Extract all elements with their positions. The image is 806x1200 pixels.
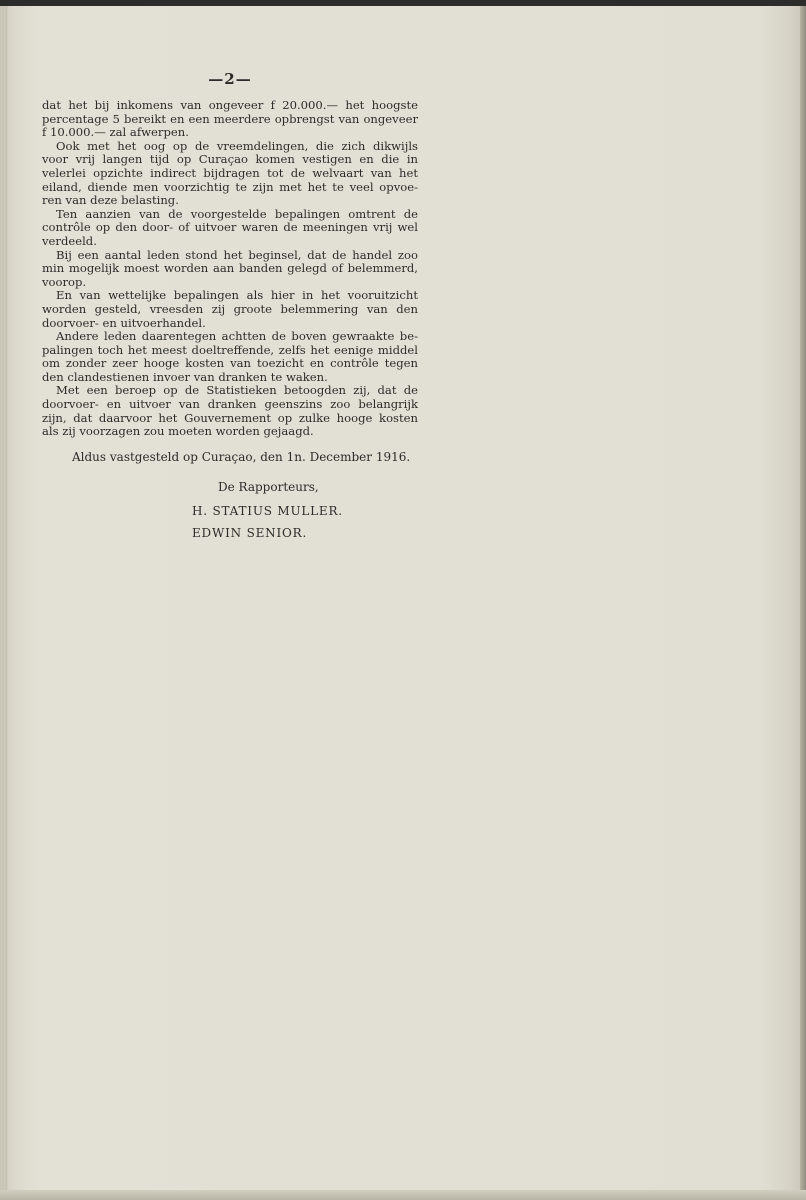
text-line: velerlei opzichte indirect bijdragen tot de welvaart van het bbox=[42, 165, 418, 180]
text-line: eiland, diende men voorzichtig te zijn met het te veel opvoe- bbox=[42, 179, 418, 194]
paragraph-5 bbox=[42, 289, 418, 330]
paragraph-6 bbox=[42, 330, 418, 384]
text-line: dat het bij inkomens van ongeveer f 20.000.— het hoogste bbox=[42, 98, 418, 112]
text-line: palingen toch het meest doeltreffende, zelfs het eenige middel bbox=[42, 342, 418, 357]
text-line: verdeeld. bbox=[42, 233, 97, 248]
text-line: doorvoer- en uitvoer van dranken geenszins zoo belangrijk bbox=[42, 397, 418, 412]
page-bottom-edge bbox=[0, 1190, 806, 1200]
text-line: Met een beroep op de Statistieken betoogden zij, dat de bbox=[56, 383, 418, 398]
text-line: doorvoer- en uitvoerhandel. bbox=[42, 315, 206, 330]
signer-name: EDWIN SENIOR. bbox=[192, 526, 308, 540]
rapporteurs-label: De Rapporteurs, bbox=[218, 480, 319, 494]
text-line: min mogelijk moest worden aan banden gelegd of belemmerd, bbox=[42, 261, 418, 276]
paragraph-1 bbox=[42, 99, 418, 140]
text-line: als zij voorzagen zou moeten worden gejaagd. bbox=[42, 424, 314, 439]
text-line: Ook met het oog op de vreemdelingen, die zich dikwijls bbox=[56, 138, 418, 153]
text-line: Ten aanzien van de voorgestelde bepalingen omtrent de bbox=[56, 206, 418, 221]
text-line: Bij een aantal leden stond het beginsel, dat de handel zoo bbox=[56, 247, 418, 262]
text-line: Andere leden daarentegen achtten de boven gewraakte be- bbox=[56, 329, 418, 344]
body-text bbox=[42, 99, 418, 439]
page-top-edge bbox=[0, 0, 806, 6]
text-line: zijn, dat daarvoor het Gouvernement op zulke hooge kosten bbox=[42, 410, 418, 425]
text-line: contrôle op den door- of uitvoer waren de meeningen vrij wel bbox=[42, 220, 418, 235]
page-number: —2— bbox=[208, 70, 252, 88]
paragraph-2 bbox=[42, 140, 418, 208]
signer-name: H. STATIUS MULLER. bbox=[192, 504, 343, 518]
text-line: ren van deze belasting. bbox=[42, 193, 179, 208]
text-line: om zonder zeer hooge kosten van toezicht en contrôle tegen bbox=[42, 356, 418, 371]
paragraph-4 bbox=[42, 249, 418, 290]
text-line: worden gesteld, vreesden zij groote belemmering van den bbox=[42, 301, 418, 316]
paragraph-7 bbox=[42, 384, 418, 438]
paragraph-3 bbox=[42, 208, 418, 249]
text-line: voor vrij langen tijd op Curaçao komen vestigen en die in bbox=[42, 152, 418, 167]
text-line: En van wettelijke bepalingen als hier in het vooruitzicht bbox=[56, 288, 418, 303]
page-right-edge bbox=[800, 0, 806, 1200]
text-line: percentage 5 bereikt en een meerdere opbrengst van ongeveer bbox=[42, 111, 418, 126]
text-line: f 10.000.— zal afwerpen. bbox=[42, 125, 189, 140]
closing-date-line: Aldus vastgesteld op Curaçao, den 1n. December 1916. bbox=[72, 450, 411, 464]
page-stack-left-edge bbox=[0, 0, 8, 1200]
text-line: den clandestienen invoer van dranken te waken. bbox=[42, 369, 328, 384]
text-line: voorop. bbox=[42, 274, 87, 289]
